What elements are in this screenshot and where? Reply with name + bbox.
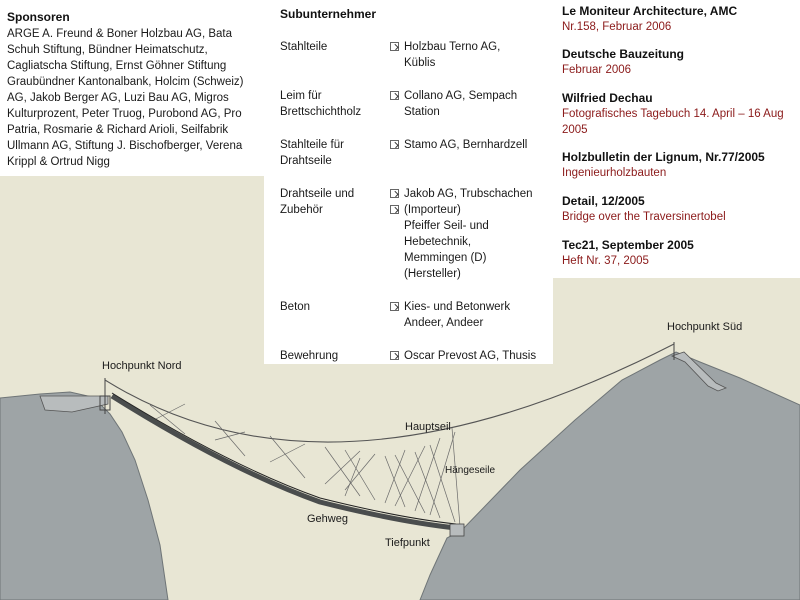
sub-category bbox=[280, 186, 390, 218]
publication-item bbox=[562, 238, 800, 269]
label-south: Hochpunkt Süd bbox=[667, 321, 743, 333]
label-north: Hochpunkt Nord bbox=[102, 360, 182, 372]
publication-item bbox=[562, 150, 800, 181]
publications-panel bbox=[553, 0, 800, 278]
sponsors-list bbox=[7, 26, 262, 170]
sub-company-link[interactable] bbox=[390, 299, 550, 331]
sponsors-line: Schuh Stiftung, Bündner Heimatschutz, bbox=[7, 44, 208, 56]
sub-category-line: Beton bbox=[280, 301, 311, 313]
publication-title: Le Moniteur Architecture, AMC bbox=[562, 4, 738, 18]
sub-company-line: Pfeiffer Seil- und bbox=[404, 220, 489, 232]
sub-company-line: Hebetechnik, bbox=[404, 236, 472, 248]
sponsors-line: Graubündner Kantonalbank, Holcim (Schweiz) bbox=[7, 76, 244, 88]
link-arrow-icon bbox=[390, 140, 399, 149]
publication-link[interactable] bbox=[562, 106, 800, 138]
sponsors-title: Sponsoren bbox=[7, 10, 70, 24]
publication-title: Wilfried Dechau bbox=[562, 91, 653, 105]
sub-category-line: Zubehör bbox=[280, 204, 323, 216]
publication-link[interactable]: Februar 2006 bbox=[562, 64, 632, 76]
link-arrow-icon bbox=[390, 91, 399, 100]
sub-category-line: Stahlteile bbox=[280, 41, 328, 53]
publication-link[interactable]: Bridge over the Traversinertobel bbox=[562, 211, 726, 223]
publication-item bbox=[562, 91, 800, 138]
sub-category-line: Brettschichtholz bbox=[280, 106, 362, 118]
sponsors-panel bbox=[0, 0, 264, 176]
publication-item bbox=[562, 194, 800, 225]
sub-company-link[interactable] bbox=[390, 88, 550, 120]
sub-company-link[interactable] bbox=[390, 348, 550, 364]
publication-item bbox=[562, 4, 800, 35]
sub-company-link[interactable] bbox=[390, 137, 550, 153]
link-arrow-icon bbox=[390, 205, 399, 214]
sub-company-line: Andeer, Andeer bbox=[404, 317, 484, 329]
sub-company-line: (Hersteller) bbox=[404, 268, 461, 280]
subcontractors-title: Subunternehmer bbox=[280, 7, 377, 21]
low-point-foundation bbox=[450, 524, 464, 536]
sub-company-link[interactable] bbox=[390, 186, 550, 202]
sub-category-line: Drahtseile bbox=[280, 155, 332, 167]
sub-category bbox=[280, 299, 390, 315]
sub-category-line: Bewehrung bbox=[280, 350, 339, 362]
sponsors-line: Patria, Rosmarie & Richard Arioli, Seilfabrik bbox=[7, 124, 229, 136]
sponsors-line: Cagliatscha Stiftung, Ernst Göhner Stiftung bbox=[7, 60, 227, 72]
sub-company-line: Holzbau Terno AG, bbox=[404, 41, 501, 53]
sub-category-line: Drahtseile und bbox=[280, 188, 355, 200]
sub-company-line: Oscar Prevost AG, Thusis bbox=[404, 350, 537, 362]
sub-company-line: (Importeur) bbox=[404, 204, 461, 216]
publication-title: Holzbulletin der Lignum, Nr.77/2005 bbox=[562, 150, 765, 164]
sub-category bbox=[280, 137, 390, 169]
sponsors-line: Krippl & Ortrud Nigg bbox=[7, 156, 110, 168]
sub-company-link[interactable] bbox=[390, 202, 550, 282]
label-main-cable: Hauptseil bbox=[405, 421, 451, 433]
sub-company-line: Küblis bbox=[404, 57, 436, 69]
sponsors-line: AG, Jakob Berger AG, Luzi Bau AG, Migros bbox=[7, 92, 229, 104]
sub-category-line: Stahlteile für bbox=[280, 139, 344, 151]
sub-company-line: Memmingen (D) bbox=[404, 252, 487, 264]
publication-item bbox=[562, 47, 800, 78]
publication-link-line: Fotografisches Tagebuch 14. April – 16 Aug bbox=[562, 108, 784, 120]
link-arrow-icon bbox=[390, 302, 399, 311]
publication-title: Deutsche Bauzeitung bbox=[562, 47, 685, 61]
sub-company-line: Jakob AG, Trubschachen bbox=[404, 188, 533, 200]
sponsors-line: ARGE A. Freund & Boner Holzbau AG, Bata bbox=[7, 28, 233, 40]
sub-category bbox=[280, 348, 390, 364]
subcontractors-panel bbox=[264, 0, 553, 364]
publication-link[interactable]: Nr.158, Februar 2006 bbox=[562, 21, 672, 33]
publication-link[interactable]: Heft Nr. 37, 2005 bbox=[562, 255, 649, 267]
label-hangers: Hängeseile bbox=[445, 465, 496, 476]
sponsors-line: Kulturprozent, Peter Truog, Purobond AG, Pro bbox=[7, 108, 242, 120]
link-arrow-icon bbox=[390, 42, 399, 51]
publication-link-line: 2005 bbox=[562, 124, 588, 136]
sub-category bbox=[280, 88, 390, 120]
label-walkway: Gehweg bbox=[307, 513, 348, 525]
sub-company-line: Collano AG, Sempach bbox=[404, 90, 518, 102]
sponsors-line: Ullmann AG, Stiftung J. Bischofberger, Verena bbox=[7, 140, 243, 152]
sub-company-line: Stamo AG, Bernhardzell bbox=[404, 139, 528, 151]
sub-company-line: Station bbox=[404, 106, 440, 118]
publication-link[interactable]: Ingenieurholzbauten bbox=[562, 167, 667, 179]
publication-title: Detail, 12/2005 bbox=[562, 194, 645, 208]
link-arrow-icon bbox=[390, 189, 399, 198]
publication-title: Tec21, September 2005 bbox=[562, 238, 694, 252]
sub-category bbox=[280, 39, 390, 55]
sub-company-link[interactable] bbox=[390, 39, 550, 71]
sub-company-line: Kies- und Betonwerk bbox=[404, 301, 511, 313]
label-low-point: Tiefpunkt bbox=[385, 537, 430, 549]
link-arrow-icon bbox=[390, 351, 399, 360]
sub-category-line: Leim für bbox=[280, 90, 322, 102]
